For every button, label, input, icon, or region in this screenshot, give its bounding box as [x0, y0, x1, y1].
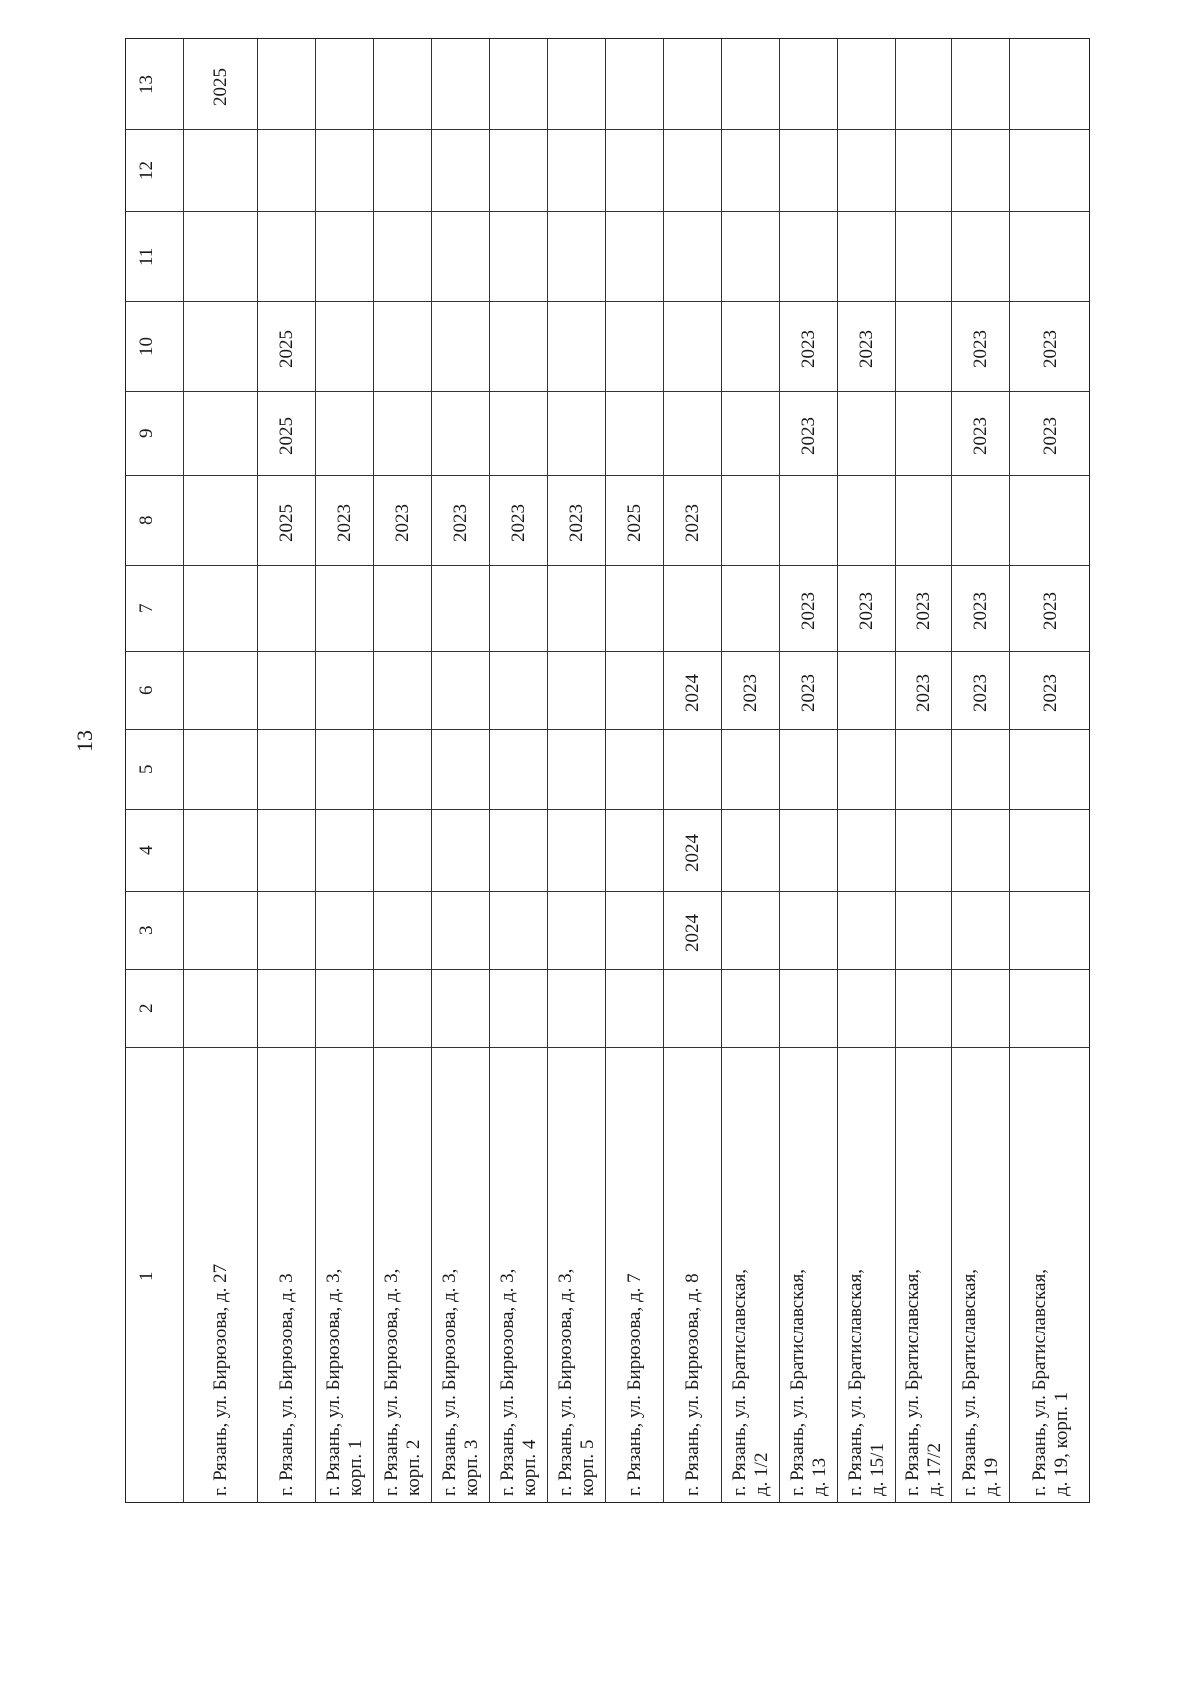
- year-cell: 2023: [913, 592, 934, 630]
- year-cell: 2023: [798, 417, 819, 455]
- column-number: 8: [136, 515, 157, 525]
- year-cell: 2023: [740, 674, 761, 712]
- table-row: [722, 39, 780, 1502]
- year-cell: 2024: [682, 834, 703, 872]
- column-number: 11: [136, 247, 157, 266]
- column-number: 10: [136, 337, 157, 356]
- year-cell: 2023: [798, 592, 819, 630]
- column-number: 5: [136, 764, 157, 774]
- year-cell: 2025: [276, 417, 297, 455]
- year-cell: 2025: [276, 504, 297, 542]
- year-cell: 2024: [682, 914, 703, 952]
- address-line: г. Рязань, ул. Бирюзова, д. 3: [276, 1273, 297, 1496]
- table-row: [896, 39, 952, 1502]
- table-row: [490, 39, 548, 1502]
- column-number: 9: [136, 428, 157, 438]
- address-line: г. Рязань, ул. Бирюзова, д. 3,: [439, 1268, 460, 1496]
- address-line: г. Рязань, ул. Братиславская,: [902, 1269, 923, 1496]
- address-line: д. 19, корп. 1: [1050, 1391, 1072, 1496]
- address-line: д. 15/1: [867, 1443, 888, 1496]
- column-number: 13: [136, 75, 157, 94]
- table-row: [952, 39, 1010, 1502]
- year-cell: 2023: [798, 330, 819, 368]
- table-row: [316, 39, 374, 1502]
- address-line: г. Рязань, ул. Бирюзова, д. 27: [210, 1263, 231, 1496]
- address-line: д. 1/2: [751, 1452, 772, 1496]
- column-number: 2: [136, 1003, 157, 1013]
- table-row: [606, 39, 664, 1502]
- address-line: г. Рязань, ул. Братиславская,: [787, 1269, 808, 1496]
- address-line: г. Рязань, ул. Братиславская,: [845, 1269, 866, 1496]
- year-cell: 2023: [1039, 674, 1061, 712]
- table-row: [548, 39, 606, 1502]
- table-row: [432, 39, 490, 1502]
- address-line: г. Рязань, ул. Бирюзова, д. 8: [682, 1273, 703, 1496]
- address-line: корп. 4: [519, 1439, 540, 1496]
- year-cell: 2025: [276, 330, 297, 368]
- year-cell: 2023: [970, 674, 991, 712]
- year-cell: 2024: [682, 674, 703, 712]
- table-row: [838, 39, 896, 1502]
- year-cell: 2023: [913, 674, 934, 712]
- table-row: [184, 39, 258, 1502]
- table-row: [374, 39, 432, 1502]
- column-number: 1: [136, 1271, 157, 1281]
- year-cell: 2023: [1039, 592, 1061, 630]
- year-cell: 2023: [856, 592, 877, 630]
- year-cell: 2023: [798, 674, 819, 712]
- address-line: корп. 5: [577, 1439, 598, 1496]
- address-line: корп. 3: [461, 1439, 482, 1496]
- year-cell: 2023: [566, 504, 587, 542]
- address-line: г. Рязань, ул. Бирюзова, д. 3,: [323, 1268, 344, 1496]
- year-cell: 2023: [392, 504, 413, 542]
- column-number: 12: [136, 161, 157, 180]
- address-line: корп. 2: [403, 1439, 424, 1496]
- column-number: 3: [136, 925, 157, 935]
- address-line: д. 13: [809, 1457, 830, 1496]
- address-line: г. Рязань, ул. Братиславская,: [959, 1269, 980, 1496]
- column-number: 4: [136, 845, 157, 855]
- year-cell: 2023: [1039, 330, 1061, 368]
- year-cell: 2023: [450, 504, 471, 542]
- address-line: корп. 1: [345, 1439, 366, 1496]
- year-cell: 2025: [210, 68, 231, 106]
- year-cell: 2023: [682, 504, 703, 542]
- table-row: [1010, 39, 1091, 1502]
- year-cell: 2023: [508, 504, 529, 542]
- address-line: г. Рязань, ул. Братиславская,: [1028, 1269, 1050, 1496]
- table-row: [258, 39, 316, 1502]
- year-cell: 2023: [334, 504, 355, 542]
- column-number: 7: [136, 603, 157, 613]
- year-cell: 2023: [856, 330, 877, 368]
- table-row: [664, 39, 722, 1502]
- year-cell: 2023: [1039, 417, 1061, 455]
- address-line: д. 17/2: [924, 1443, 945, 1496]
- address-line: г. Рязань, ул. Бирюзова, д. 3,: [381, 1268, 402, 1496]
- year-cell: 2025: [624, 504, 645, 542]
- year-cell: 2023: [970, 592, 991, 630]
- year-cell: 2023: [970, 417, 991, 455]
- address-line: г. Рязань, ул. Бирюзова, д. 3,: [555, 1268, 576, 1496]
- address-line: г. Рязань, ул. Бирюзова, д. 7: [624, 1273, 645, 1496]
- column-number: 6: [136, 685, 157, 695]
- year-cell: 2023: [970, 330, 991, 368]
- address-line: г. Рязань, ул. Бирюзова, д. 3,: [497, 1268, 518, 1496]
- schedule-table: [125, 38, 1090, 1503]
- address-line: г. Рязань, ул. Братиславская,: [729, 1269, 750, 1496]
- header-row: [126, 39, 184, 1502]
- address-line: д. 19: [981, 1457, 1002, 1496]
- table-row: [780, 39, 838, 1502]
- page-number: 13: [72, 730, 97, 752]
